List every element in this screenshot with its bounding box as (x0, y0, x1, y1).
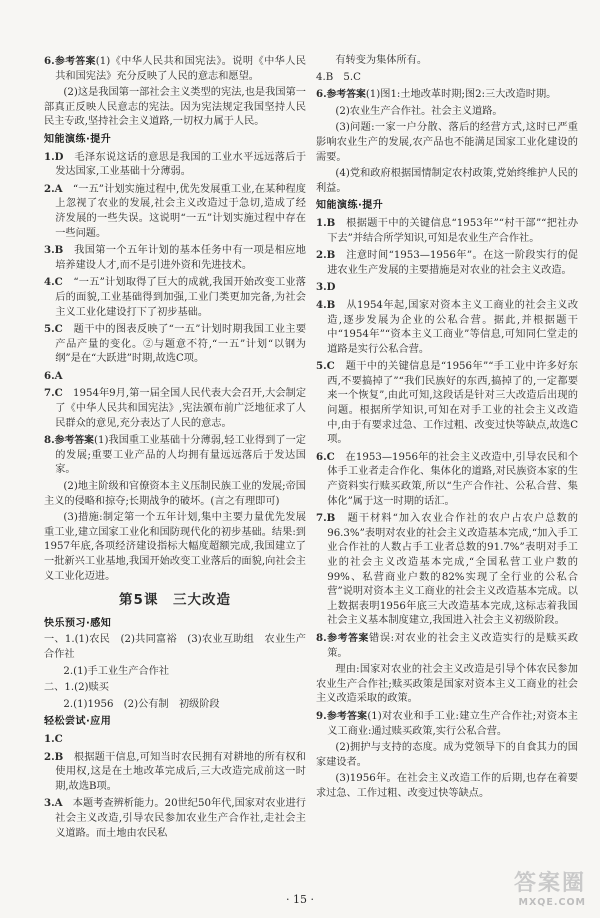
answer-item (44, 386, 306, 431)
section-heading: 知能演练·提升 (44, 133, 112, 145)
answer-8-part3: (3)措施:制定第一个五年计划,集中主要力量优先发展重工业,建立国家工业化和国防现代化的初步基础。结果:到1957年底,各项经济建设指标大幅度超额完成,我国建立了一批新兴工业基地,我国开始改变工业落后的面貌,向社会主义工业化迈进。 (44, 512, 306, 582)
answer-number: 1.D (44, 150, 64, 163)
answer-8-part2: 理由:国家对农业的社会主义改造是引导个体农民参加农业生产合作社;赎买政策是国家对资本主义工商业的社会主义改造采取的政策。 (316, 664, 578, 705)
answer-number: 1.B (316, 216, 336, 229)
answer-6: 6.参考答案(1)《中华人民共和国宪法》。说明《中华人民共和国宪法》充分反映了人民的意志和愿望。 (44, 55, 306, 82)
preview-line: 二、1.(2)赎买 (44, 682, 109, 694)
page-number: · 15 · (286, 893, 314, 906)
answer-text: 1954年9月,第一届全国人民代表大会召开,大会制定了《中华人民共和国宪法》,宪法颁布前广泛地征求了人民群众的意见,充分表达了人民的意志。 (55, 388, 307, 429)
answer-text: 在1953—1956年的社会主义改造中,引导农民和个体手工业者走合作化、集体化的道路,对民族资本家的生产资料实行赎买政策,所以“生产合作社、公私合营、集体化”属于这一时期的话汇。 (327, 451, 579, 507)
answer-number: 2.B (44, 750, 64, 763)
answer-number: 6.C (316, 450, 335, 463)
answer-6-part2: (2)这是我国第一部社会主义类型的宪法,也是我国第一部真正反映人民意志的宪法。因为宪法规定我国坚持人民民主专政,坚持社会主义道路,一切权力属于人民。 (44, 87, 306, 128)
answer-text: “一五”计划取得了巨大的成就,我国开始改变工业落后的面貌,工业基础得到加强,工业门类更加完备,为社会主义工业化建设打下了初步基础。 (55, 277, 306, 318)
watermark-url: MXQE.COM (518, 897, 586, 908)
answer-item (44, 369, 306, 385)
answer-item (44, 796, 306, 841)
answer-item (44, 243, 306, 273)
left-column (44, 54, 306, 843)
answer-item (316, 450, 578, 509)
answer-text: 根据题干信息,可知当时农民拥有对耕地的所有权和使用权,这是在土地改革完成后,三大改造完成前这一时期,故选B项。 (55, 751, 306, 792)
answer-number: 4.B (316, 298, 336, 311)
section-heading: 知能演练·提升 (316, 200, 384, 212)
section-heading: 轻松尝试·应用 (44, 716, 112, 728)
answer-number: 5.C (44, 323, 63, 336)
section-heading: 快乐预习·感知 (44, 617, 112, 629)
preview-line: 2.(1)1956 (2)公有制 初级阶段 (63, 698, 220, 710)
answer-text: 毛泽东说这话的意思是我国的工业水平远远落后于发达国家,工业基础十分薄弱。 (55, 151, 307, 178)
answer-text: 注意时间“1953—1956年”。在这一阶段实行的促进农业生产发展的主要措施是对农业的社会主义改造。 (327, 250, 578, 276)
answer-list (316, 216, 578, 629)
answer-text: “一五”计划实施过程中,优先发展重工业,在某种程度上忽视了农业的发展,社会主义改造过于急切,造成了经济发展的一些失误。这说明“一五”计划实施过程中存在一些问题。 (55, 183, 306, 239)
answer-item (44, 275, 306, 320)
answer-text: 我国第一个五年计划的基本任务中有一项是相应地培养建设人才,而不是引进外资和先进技术。 (55, 245, 306, 271)
answer-text: 题干中的图表反映了“一五”计划时期我国工业主要产品产量的变化。②与题意不符,“一五”计划“以钢为纲”是在“大跃进”时期,故选C项。 (55, 324, 307, 365)
preview-line: 2.(1)手工业生产合作社 (63, 665, 170, 677)
answer-9-part3: (3)1956年。在社会主义改造工作的后期,也存在着要求过急、工作过粗、改变过快等缺点。 (316, 773, 578, 799)
answer-9: 9.参考答案(1)对农业和手工业:建立生产合作社;对资本主义工商业:通过赎买政策,实行公私合营。 (316, 709, 578, 737)
answer-text: 题干材料“加入农业合作社的农户占农户总数的96.3%”表明对农业的社会主义改造基本完成,“加入手工业合作社的人数占手工业者总数的91.7%”表明对手工业的社会主义改造基本完成,“全国私营工业户数的99%、私营商业户数的82%实现了全行业的公私合营”说明对资本主义工商业的社会主义改造基本完成。以上数据表明1956年底三大改造基本完成,这标志着我国社会主义基本制度建立,我国进入社会主义初级阶段。 (327, 513, 578, 627)
answer-8: 8.参考答案(1)我国重工业基础十分薄弱,轻工业得到了一定的发展;重要工业产品的人均拥有量远远落后于发达国家。 (44, 434, 306, 476)
answer-item (316, 511, 578, 629)
answer-6: 6.参考答案(1)图1:土地改革时期;图2:三大改造时期。 (316, 88, 557, 101)
answer-number: 1.C (44, 732, 63, 745)
answer-number: 3.B (44, 244, 64, 257)
answer-number: 4.C (44, 276, 63, 289)
answer-6-part2: (2)农业生产合作社。社会主义道路。 (335, 105, 503, 117)
answer-number: 2.A (44, 182, 63, 195)
answer-6-part3: (3)问题:一家一户分散、落后的经营方式,这时已严重影响农业生产的发展,农产品也不能满足国家工业化建设的需要。 (316, 122, 578, 163)
right-column (316, 54, 578, 804)
answer-8-part2: (2)地主阶级和官僚资本主义压制民族工业的发展;帝国主义的侵略和掠夺;长期战争的破坏。(言之有理即可) (44, 481, 306, 507)
preview-line: 一、1.(1)农民 (2)共同富裕 (3)农业互助组 农业生产合作社 (44, 634, 306, 660)
answer-item (316, 248, 578, 278)
answer-number: 7.C (44, 387, 63, 400)
answer-9-part2: (2)拥护与支持的态度。成为党领导下的自食其力的国家建设者。 (316, 742, 578, 768)
answer-number: 5.C (316, 360, 335, 373)
watermark-title: 答案圈 (513, 871, 586, 896)
answer-item (316, 298, 578, 357)
answer-item (44, 150, 306, 180)
answer-text: 题干中的关键信息是“1956年”“手工业中许多好东西,不要搞掉了”“我们民族好的东西,搞掉了的,一定都要来一个恢复”,由此可知,这段话是针对三大改造后出现的问题。根据所学知识,可知在对手工业的社会主义改造中,由于有要求过急、工作过粗、改变过快等缺点,故选C项。 (327, 361, 578, 446)
answer-text: 从1954年起,国家对资本主义工商业的社会主义改造,逐步发展为企业的公私合营。据此,并根据题干中“1954年”“资本主义工商业”等信息,可知同仁堂走的道路是实行公私合营。 (327, 299, 579, 355)
watermark-logo (514, 866, 586, 908)
answer-6-part4: (4)党和政府根据国情制定农村政策,党始终维护人民的利益。 (316, 168, 578, 194)
answer-item (316, 359, 578, 448)
answer-list (44, 150, 306, 432)
answer-item (316, 216, 578, 246)
answer-8: 8.参考答案错误:对农业的社会主义改造实行的是赎买政策。 (316, 631, 579, 659)
answer-number: 3.A (44, 797, 63, 810)
answer-number: 2.B (316, 249, 336, 262)
answer-text: 根据题干中的关键信息“1953年”“村干部”“把社办下去”并结合所学知识,可知是农业生产合作社。 (327, 217, 579, 244)
answer-number: 6.A (44, 369, 63, 382)
answer-4-5: 4.B 5.C (316, 71, 361, 83)
lesson-title: 第5课 三大改造 (119, 592, 231, 609)
answer-number: 7.B (316, 512, 336, 525)
continued-text: 有转变为集体所有。 (335, 55, 428, 66)
answer-text: 本题考查辨析能力。20世纪50年代,国家对农业进行社会主义改造,引导农民参加农业生产合作社,走社会主义道路。而土地由农民私 (55, 798, 306, 839)
answer-item (44, 182, 306, 241)
answer-item (316, 280, 578, 296)
answer-item (44, 750, 306, 795)
answer-list (44, 732, 306, 841)
answer-number: 3.D (316, 281, 336, 294)
answer-item (44, 322, 306, 367)
answer-item (44, 732, 306, 748)
